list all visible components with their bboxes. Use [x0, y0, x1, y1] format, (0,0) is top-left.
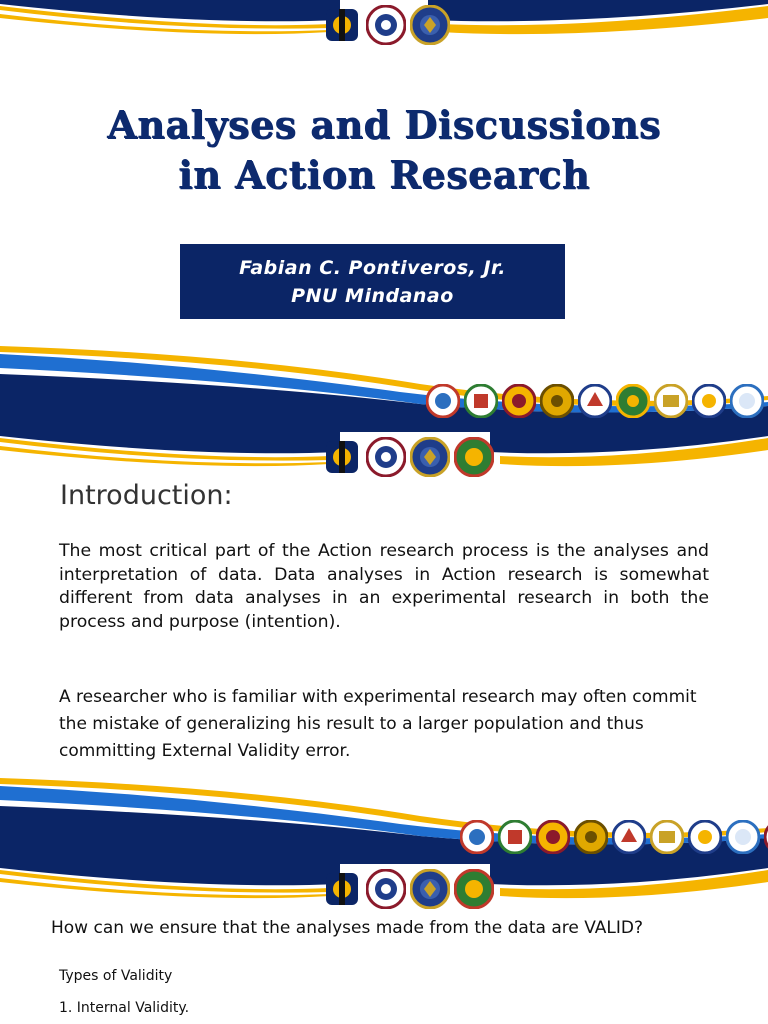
- school-seal-6-icon: [616, 384, 650, 418]
- school-seal-8-icon: [692, 384, 726, 418]
- validity-question: How can we ensure that the analyses made from the data are VALID?: [51, 918, 644, 938]
- internal-validity-item: 1. Internal Validity.: [59, 1000, 190, 1016]
- school-seal-4-icon: [574, 820, 608, 854]
- pnu-seal-icon: [410, 5, 450, 45]
- school-seal-9-icon: [764, 820, 768, 854]
- deped-seal-icon: [366, 5, 406, 45]
- types-of-validity-label: Types of Validity: [59, 968, 173, 984]
- school-seal-5-icon: [578, 384, 612, 418]
- school-seal-7-icon: [654, 384, 688, 418]
- school-seal-3-icon: [536, 820, 570, 854]
- footer-seals: [460, 820, 768, 854]
- regional-seal-icon: [454, 869, 494, 909]
- school-seal-1-icon: [426, 384, 460, 418]
- title-slide: [0, 0, 768, 432]
- school-seal-2-icon: [464, 384, 498, 418]
- school-seal-4-icon: [540, 384, 574, 418]
- deped-logo-icon: [322, 869, 362, 909]
- author-affiliation: PNU Mindanao: [291, 284, 454, 307]
- intro-paragraph-2: A researcher who is familiar with experimental research may often commit the mistake of generalizing his result to a larger population and thus committing External Validity error.: [59, 687, 697, 761]
- footer-seals: [426, 384, 768, 418]
- header-seals: [322, 5, 450, 45]
- school-seal-8-icon: [726, 820, 760, 854]
- school-seal-7-icon: [688, 820, 722, 854]
- slide-title: [0, 100, 768, 200]
- intro-paragraph-1: The most critical part of the Action research process is the analyses and interpretation of data. Data analyses in Action research is somewhat different from data analyses in an experimental research in both the process and purpose (intention).: [59, 541, 709, 632]
- title-line-1: Analyses and Discussions: [107, 102, 661, 147]
- school-seal-1-icon: [460, 820, 494, 854]
- deped-seal-icon: [366, 437, 406, 477]
- header-seals: [322, 869, 494, 909]
- header-seals: [322, 437, 494, 477]
- deped-logo-icon: [322, 437, 362, 477]
- pnu-seal-icon: [410, 437, 450, 477]
- school-seal-5-icon: [612, 820, 646, 854]
- regional-seal-icon: [454, 437, 494, 477]
- author-name: Fabian C. Pontiveros, Jr.: [239, 256, 506, 279]
- school-seal-3-icon: [502, 384, 536, 418]
- introduction-slide: [0, 432, 768, 864]
- pnu-seal-icon: [410, 869, 450, 909]
- section-heading: Introduction:: [60, 480, 233, 511]
- deped-logo-icon: [322, 5, 362, 45]
- validity-slide: [0, 864, 768, 1024]
- school-seal-2-icon: [498, 820, 532, 854]
- author-box: [180, 244, 565, 319]
- school-seal-9-icon: [730, 384, 764, 418]
- deped-seal-icon: [366, 869, 406, 909]
- title-line-2: in Action Research: [178, 152, 590, 197]
- school-seal-6-icon: [650, 820, 684, 854]
